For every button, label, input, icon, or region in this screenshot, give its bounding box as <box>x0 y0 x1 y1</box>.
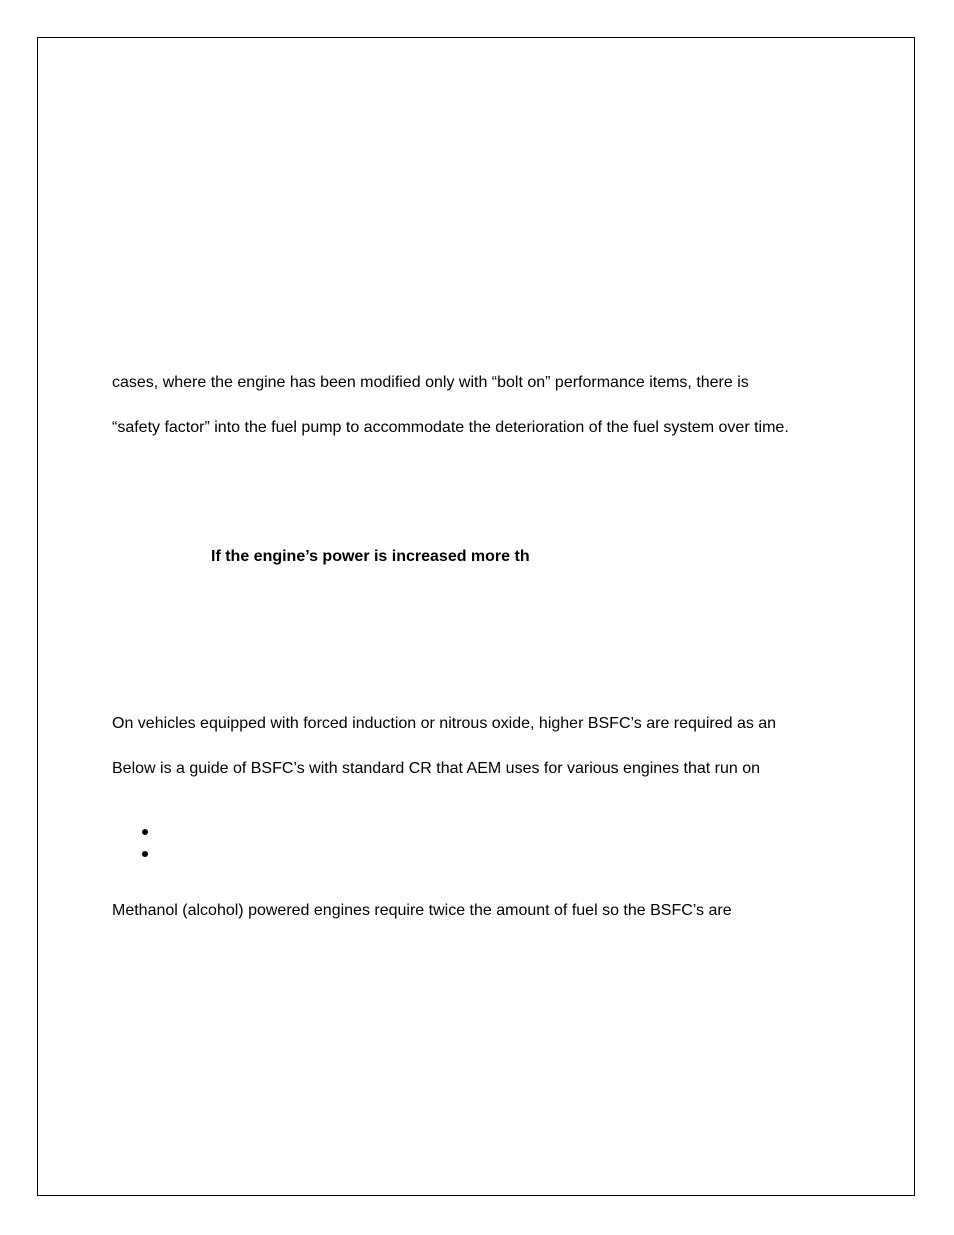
bullet-icon <box>142 829 148 835</box>
paragraph-line-methanol: Methanol (alcohol) powered engines require twice the amount of fuel so the BSFC’s are <box>112 902 732 919</box>
paragraph-line-cases: cases, where the engine has been modified only with “bolt on” performance items, there is <box>112 374 749 391</box>
list-item <box>135 844 155 866</box>
bullet-list <box>135 822 155 866</box>
bold-statement-line: If the engine’s power is increased more th <box>211 548 530 565</box>
bullet-icon <box>142 851 148 857</box>
paragraph-line-forced-induction: On vehicles equipped with forced induction or nitrous oxide, higher BSFC’s are required as an <box>112 715 777 732</box>
page-frame <box>37 37 915 1196</box>
paragraph-line-safety-factor: “safety factor” into the fuel pump to accommodate the deterioration of the fuel system over time. <box>112 419 789 436</box>
paragraph-line-bsfc-guide: Below is a guide of BSFC’s with standard CR that AEM uses for various engines that run on <box>112 760 761 777</box>
list-item <box>135 822 155 844</box>
